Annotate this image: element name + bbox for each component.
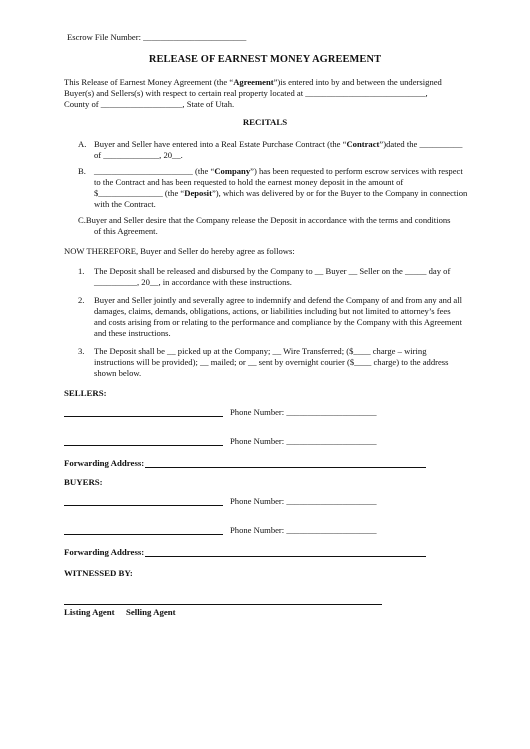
term-3-line-3: shown below. bbox=[94, 368, 142, 378]
recital-b-marker: B. bbox=[78, 166, 86, 176]
buyers-heading: BUYERS: bbox=[64, 477, 103, 487]
term-2-line-2: damages, claims, demands, obligations, actions, or liabilities including but not limited to attorney’s fees bbox=[94, 306, 451, 316]
term-1-line-1: The Deposit shall be released and disbursed by the Company to __ Buyer __ Seller on the _____ day of bbox=[94, 266, 451, 276]
escrow-file-number: Escrow File Number: ________________________ bbox=[67, 32, 247, 42]
selling-agent-label: Selling Agent bbox=[126, 607, 176, 617]
buyers-forwarding-address-label: Forwarding Address: bbox=[64, 547, 145, 557]
recital-a-line-2: of _____________, 20__. bbox=[94, 150, 183, 160]
sellers-forwarding-address-label: Forwarding Address: bbox=[64, 458, 145, 468]
intro-line-3: County of ___________________, State of Utah. bbox=[64, 99, 235, 109]
term-2-line-3: and costs arising from or relating to the performance and compliance by the Company with this Agreement bbox=[94, 317, 462, 327]
term-3-marker: 3. bbox=[78, 346, 85, 356]
witness-signature-line[interactable] bbox=[64, 604, 382, 605]
document-title: RELEASE OF EARNEST MONEY AGREEMENT bbox=[148, 54, 382, 65]
recital-a-marker: A. bbox=[78, 139, 87, 149]
buyer-1-phone[interactable]: Phone Number: _____________________ bbox=[230, 496, 377, 506]
recital-b-line-1: _______________________ (the “Company”) has been requested to perform escrow services with respect bbox=[94, 166, 463, 176]
recital-c-line-1: C.Buyer and Seller desire that the Company release the Deposit in accordance with the terms and conditions bbox=[78, 215, 451, 225]
term-1-line-2: __________, 20__, in accordance with these instructions. bbox=[94, 277, 292, 287]
seller-1-signature-line[interactable] bbox=[64, 416, 223, 417]
witnessed-heading: WITNESSED BY: bbox=[64, 568, 133, 578]
term-1-marker: 1. bbox=[78, 266, 85, 276]
intro-line-2: Buyer(s) and Sellers(s) with respect to certain real property located at ____________________________, bbox=[64, 88, 428, 98]
recital-c-line-2: of this Agreement. bbox=[94, 226, 158, 236]
term-2-line-1: Buyer and Seller jointly and severally agree to indemnify and defend the Company of and from any and all bbox=[94, 295, 462, 305]
now-therefore: NOW THEREFORE, Buyer and Seller do hereby agree as follows: bbox=[64, 246, 295, 256]
buyers-forwarding-address-line[interactable] bbox=[145, 556, 426, 557]
sellers-forwarding-address-line[interactable] bbox=[145, 467, 426, 468]
seller-2-phone[interactable]: Phone Number: _____________________ bbox=[230, 436, 377, 446]
buyer-1-signature-line[interactable] bbox=[64, 505, 223, 506]
recital-b-line-3: $_______________ (the “Deposit”), which was delivered by or for the Buyer to the Company in connection bbox=[94, 188, 468, 198]
seller-2-signature-line[interactable] bbox=[64, 445, 223, 446]
listing-agent-label: Listing Agent bbox=[64, 607, 115, 617]
recital-a-line-1: Buyer and Seller have entered into a Real Estate Purchase Contract (the “Contract”)dated the __________ bbox=[94, 139, 463, 149]
term-2-line-4: and these instructions. bbox=[94, 328, 171, 338]
intro-line-1: This Release of Earnest Money Agreement (the “Agreement”)is entered into by and between the undersigned bbox=[64, 77, 442, 87]
recitals-heading: RECITALS bbox=[242, 117, 288, 127]
recital-b-line-4: with the Contract. bbox=[94, 199, 156, 209]
term-3-line-2: instructions will be provided); __ mailed; or __ sent by overnight courier ($____ charge) to the address bbox=[94, 357, 449, 367]
seller-1-phone[interactable]: Phone Number: _____________________ bbox=[230, 407, 377, 417]
buyer-2-signature-line[interactable] bbox=[64, 534, 223, 535]
term-2-marker: 2. bbox=[78, 295, 85, 305]
term-3-line-1: The Deposit shall be __ picked up at the Company; __ Wire Transferred; ($____ charge – wiring bbox=[94, 346, 427, 356]
recital-b-line-2: to the Contract and has been requested to hold the earnest money deposit in the amount of bbox=[94, 177, 404, 187]
buyer-2-phone[interactable]: Phone Number: _____________________ bbox=[230, 525, 377, 535]
sellers-heading: SELLERS: bbox=[64, 388, 107, 398]
